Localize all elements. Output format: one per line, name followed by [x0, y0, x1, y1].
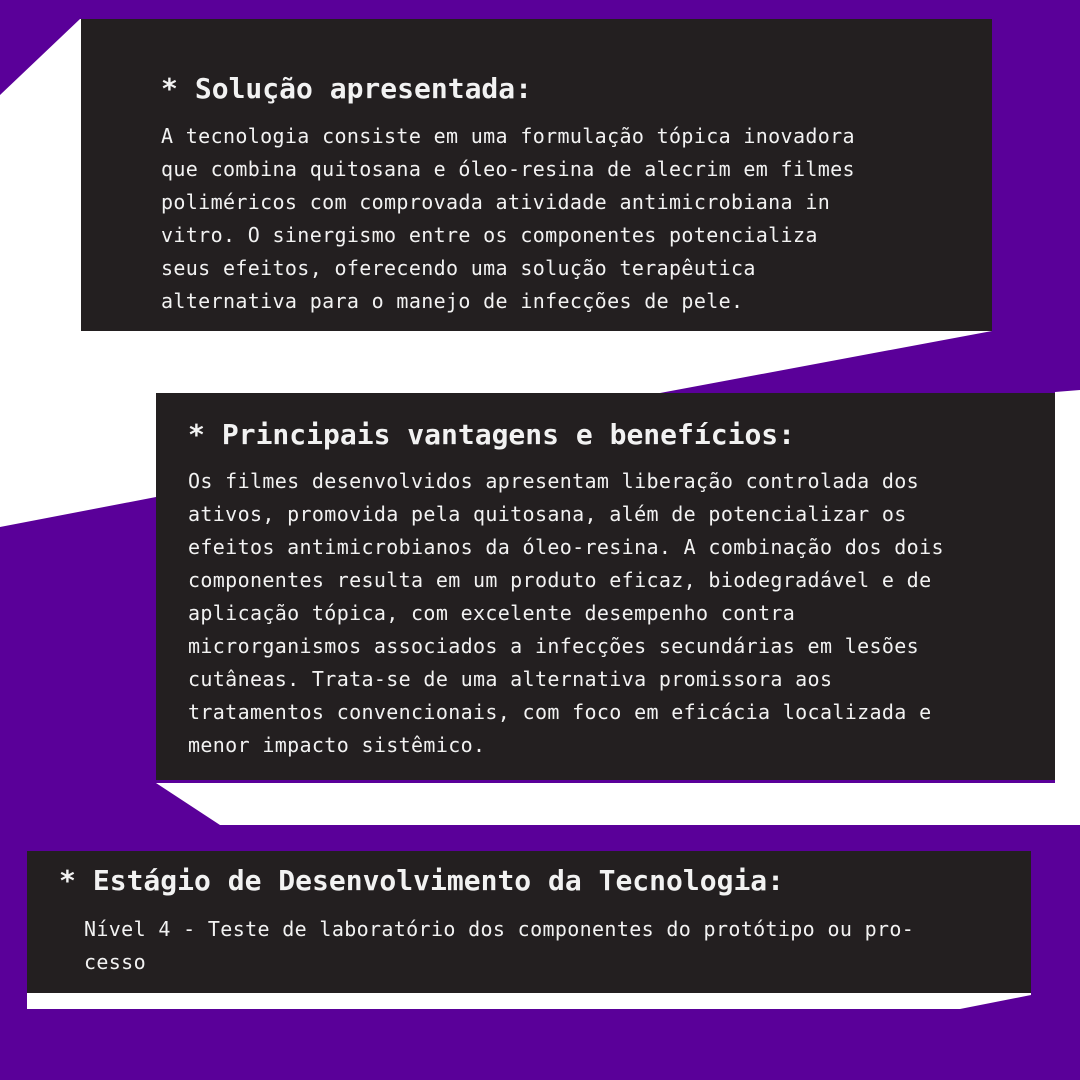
solution-card: [81, 19, 992, 331]
development-stage-card: [27, 851, 1031, 993]
solution-heading-text: Solução apresentada:: [194, 72, 533, 105]
benefits-body: Os filmes desenvolvidos apresentam liberação controlada dos ativos, promovida pela quitosana, além de potencializar os efeitos antimicrobianos da óleo-resina. A combinação dos dois componentes resulta em um produto eficaz, biodegradável e de aplicação tópica, com excelente desempenho contra microrganismos associados a infecções secundárias em lesões cutâneas. Trata-se de uma alternativa promissora aos tratamentos convencionais, com foco em eficácia localizada e menor impacto sistêmico.: [188, 469, 944, 757]
asterisk-icon: *: [161, 72, 178, 105]
development-stage-heading: [59, 864, 784, 898]
benefits-heading: [188, 418, 795, 452]
solution-heading: [161, 72, 532, 106]
development-stage-body: Nível 4 - Teste de laboratório dos componentes do protótipo ou pro- cesso: [84, 917, 915, 974]
asterisk-icon: *: [188, 418, 205, 451]
benefits-heading-text: Principais vantagens e benefícios:: [221, 418, 796, 451]
asterisk-icon: *: [59, 864, 76, 897]
solution-body: A tecnologia consiste em uma formulação tópica inovadora que combina quitosana e óleo-resina de alecrim em filmes poliméricos com comprovada atividade antimicrobiana in vitro. O sinergismo entre os componentes potencializa seus efeitos, oferecendo uma solução terapêutica alternativa para o manejo de infecções de pele.: [161, 124, 855, 313]
development-stage-heading-text: Estágio de Desenvolvimento da Tecnologia:: [92, 864, 785, 897]
benefits-card: [156, 393, 1055, 780]
